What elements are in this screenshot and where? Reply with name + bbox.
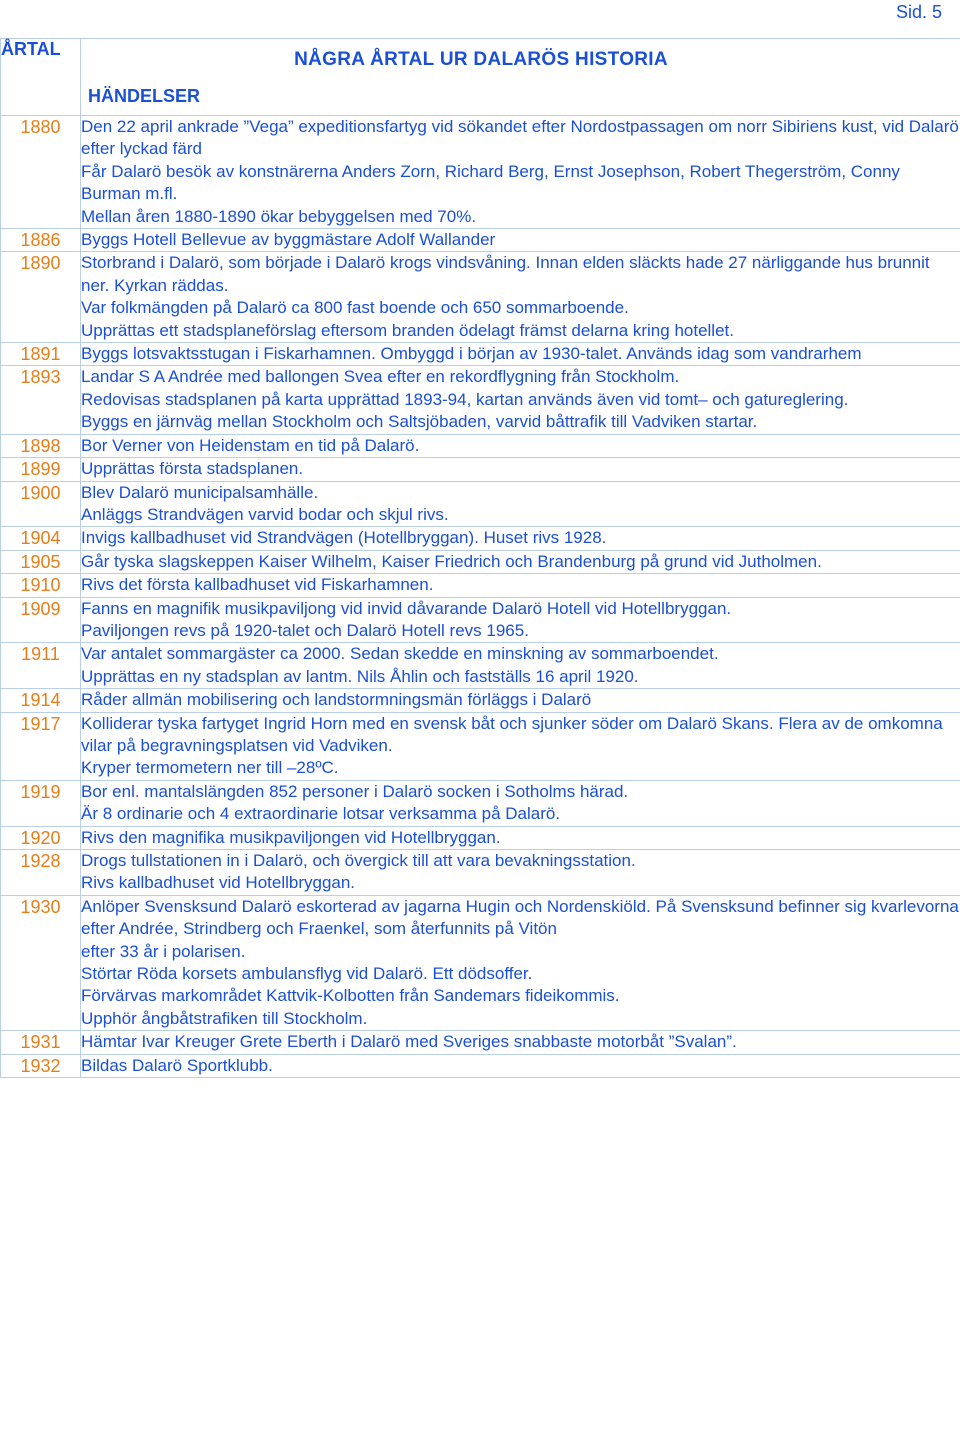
year-cell: 1932 xyxy=(1,1054,81,1077)
table-row xyxy=(1,574,960,597)
event-cell xyxy=(81,481,960,527)
table-row xyxy=(1,1031,960,1054)
year-cell: 1891 xyxy=(1,343,81,366)
event-line: Anläggs Strandvägen varvid bodar och skjul rivs. xyxy=(81,504,449,524)
event-line: Anlöper Svensksund Dalarö eskorterad av jagarna Hugin och Nordenskiöld. På Svensksund befinner sig kvarlevorna efter Andrée, Strindberg och Fraenkel, som återfunnits på Vitön xyxy=(81,896,959,939)
table-row xyxy=(1,550,960,573)
year-cell: 1893 xyxy=(1,366,81,434)
event-cell xyxy=(81,366,960,434)
event-line: Störtar Röda korsets ambulansflyg vid Dalarö. Ett dödsoffer. xyxy=(81,964,533,984)
event-cell xyxy=(81,597,960,643)
event-line: Upprättas ett stadsplaneförslag eftersom branden ödelagt främst delarna kring hotellet. xyxy=(81,320,734,340)
event-line: Hämtar Ivar Kreuger Grete Eberth i Dalarö med Sveriges snabbaste motorbåt ”Svalan”. xyxy=(81,1032,737,1052)
column-header-event-label: HÄNDELSER xyxy=(88,86,201,106)
year-cell: 1920 xyxy=(1,826,81,849)
event-cell xyxy=(81,116,960,229)
event-line: Den 22 april ankrade ”Vega” expeditionsfartyg vid sökandet efter Nordostpassagen om norr Sibiriens kust, vid Dalarö efter lyckad färd xyxy=(81,117,959,159)
timeline-rows xyxy=(1,116,960,1078)
event-cell xyxy=(81,229,960,252)
event-line: Rivs den magnifika musikpaviljongen vid Hotellbryggan. xyxy=(81,827,501,847)
event-cell xyxy=(81,434,960,457)
table-row xyxy=(1,458,960,481)
year-cell: 1930 xyxy=(1,895,81,1030)
event-line: Byggs Hotell Bellevue av byggmästare Adolf Wallander xyxy=(81,230,496,250)
table-row xyxy=(1,643,960,689)
table-row xyxy=(1,1054,960,1077)
year-cell: 1899 xyxy=(1,458,81,481)
year-cell: 1911 xyxy=(1,643,81,689)
event-line: Kolliderar tyska fartyget Ingrid Horn med en svensk båt och sjunker söder om Dalarö Skans. Flera av de omkomna vilar på begravningsplatsen vid Vadviken. xyxy=(81,713,948,755)
year-cell: 1898 xyxy=(1,434,81,457)
event-cell xyxy=(81,1054,960,1077)
event-cell xyxy=(81,343,960,366)
table-row xyxy=(1,850,960,896)
event-line: Mellan åren 1880-1890 ökar bebyggelsen med 70%. xyxy=(81,206,477,226)
event-line: Drogs tullstationen in i Dalarö, och övergick till att vara bevakningsstation. xyxy=(81,851,636,870)
event-line: Bor Verner von Heidenstam en tid på Dalarö. xyxy=(81,435,420,455)
table-row xyxy=(1,481,960,527)
table-header-row xyxy=(1,39,960,116)
year-cell: 1919 xyxy=(1,780,81,826)
year-cell: 1904 xyxy=(1,527,81,550)
event-line: Upprättas en ny stadsplan av lantm. Nils Åhlin och fastställs 16 april 1920. xyxy=(81,666,639,686)
event-line: Upprättas första stadsplanen. xyxy=(81,459,304,479)
page-number: Sid. 5 xyxy=(895,2,942,22)
event-line: Var antalet sommargäster ca 2000. Sedan skedde en minskning av sommarboendet. xyxy=(81,644,719,664)
table-row xyxy=(1,826,960,849)
history-table xyxy=(0,38,960,1078)
event-line: Redovisas stadsplanen på karta upprättad 1893-94, kartan används även vid tomt– och gatureglering. xyxy=(81,389,849,409)
table-row xyxy=(1,434,960,457)
year-cell: 1890 xyxy=(1,252,81,343)
event-line: Rivs kallbadhuset vid Hotellbryggan. xyxy=(81,873,356,893)
year-cell: 1905 xyxy=(1,550,81,573)
table-row xyxy=(1,780,960,826)
year-cell: 1900 xyxy=(1,481,81,527)
event-cell xyxy=(81,826,960,849)
year-cell: 1880 xyxy=(1,116,81,229)
year-cell: 1931 xyxy=(1,1031,81,1054)
event-line: Storbrand i Dalarö, som började i Dalarö krogs vindsvåning. Innan elden släckts hade 27 närliggande hus brunnit ner. Kyrkan räddas. xyxy=(81,253,935,295)
event-cell xyxy=(81,550,960,573)
event-line: Byggs lotsvaktsstugan i Fiskarhamnen. Ombyggd i början av 1930-talet. Används idag som vandrarhem xyxy=(81,344,862,364)
event-line: Byggs en järnväg mellan Stockholm och Saltsjöbaden, varvid båttrafik till Vadviken startar. xyxy=(81,412,758,432)
event-cell xyxy=(81,850,960,896)
table-row xyxy=(1,229,960,252)
event-line: Förvärvas markområdet Kattvik-Kolbotten från Sandemars fideikommis. xyxy=(81,986,620,1006)
event-line: Fanns en magnifik musikpaviljong vid invid dåvarande Dalarö Hotell vid Hotellbryggan. xyxy=(81,598,732,618)
year-cell: 1886 xyxy=(1,229,81,252)
table-row xyxy=(1,252,960,343)
event-line: Invigs kallbadhuset vid Strandvägen (Hotellbryggan). Huset rivs 1928. xyxy=(81,528,607,548)
column-header-year xyxy=(1,39,81,116)
event-line: Går tyska slagskeppen Kaiser Wilhelm, Kaiser Friedrich och Brandenburg på grund vid Jutholmen. xyxy=(81,551,822,571)
event-cell xyxy=(81,1031,960,1054)
event-cell xyxy=(81,780,960,826)
table-row xyxy=(1,597,960,643)
year-cell: 1914 xyxy=(1,689,81,712)
event-line: Bor enl. mantalslängden 852 personer i Dalarö socken i Sotholms härad. xyxy=(81,781,629,801)
event-line: Får Dalarö besök av konstnärerna Anders Zorn, Richard Berg, Ernst Josephson, Robert Thegerström, Conny Burman m.fl. xyxy=(81,161,905,204)
event-cell xyxy=(81,252,960,343)
table-row xyxy=(1,343,960,366)
column-header-year-label: ÅRTAL xyxy=(1,39,61,59)
year-cell: 1917 xyxy=(1,712,81,780)
event-cell xyxy=(81,574,960,597)
event-cell xyxy=(81,527,960,550)
table-row xyxy=(1,527,960,550)
table-row xyxy=(1,895,960,1030)
event-cell xyxy=(81,643,960,689)
event-line: Kryper termometern ner till –28ºC. xyxy=(81,758,339,778)
event-line: Råder allmän mobilisering och landstormningsmän förläggs i Dalarö xyxy=(81,690,592,710)
event-cell xyxy=(81,689,960,712)
document-title: NÅGRA ÅRTAL UR DALARÖS HISTORIA xyxy=(294,49,668,70)
table-row xyxy=(1,116,960,229)
year-cell: 1910 xyxy=(1,574,81,597)
table-row xyxy=(1,689,960,712)
event-line: efter 33 år i polarisen. xyxy=(81,941,246,961)
event-line: Blev Dalarö municipalsamhälle. xyxy=(81,482,319,502)
event-cell xyxy=(81,458,960,481)
column-header-event xyxy=(81,39,960,116)
event-line: Är 8 ordinarie och 4 extraordinarie lotsar verksamma på Dalarö. xyxy=(81,804,561,824)
event-line: Rivs det första kallbadhuset vid Fiskarhamnen. xyxy=(81,575,434,595)
event-line: Landar S A Andrée med ballongen Svea efter en rekordflygning från Stockholm. xyxy=(81,367,680,387)
event-line: Bildas Dalarö Sportklubb. xyxy=(81,1055,273,1075)
event-line: Upphör ångbåtstrafiken till Stockholm. xyxy=(81,1008,368,1028)
table-row xyxy=(1,366,960,434)
event-line: Var folkmängden på Dalarö ca 800 fast boende och 650 sommarboende. xyxy=(81,298,629,318)
event-cell xyxy=(81,895,960,1030)
year-cell: 1909 xyxy=(1,597,81,643)
year-cell: 1928 xyxy=(1,850,81,896)
table-row xyxy=(1,712,960,780)
event-cell xyxy=(81,712,960,780)
event-line: Paviljongen revs på 1920-talet och Dalarö Hotell revs 1965. xyxy=(81,620,529,640)
